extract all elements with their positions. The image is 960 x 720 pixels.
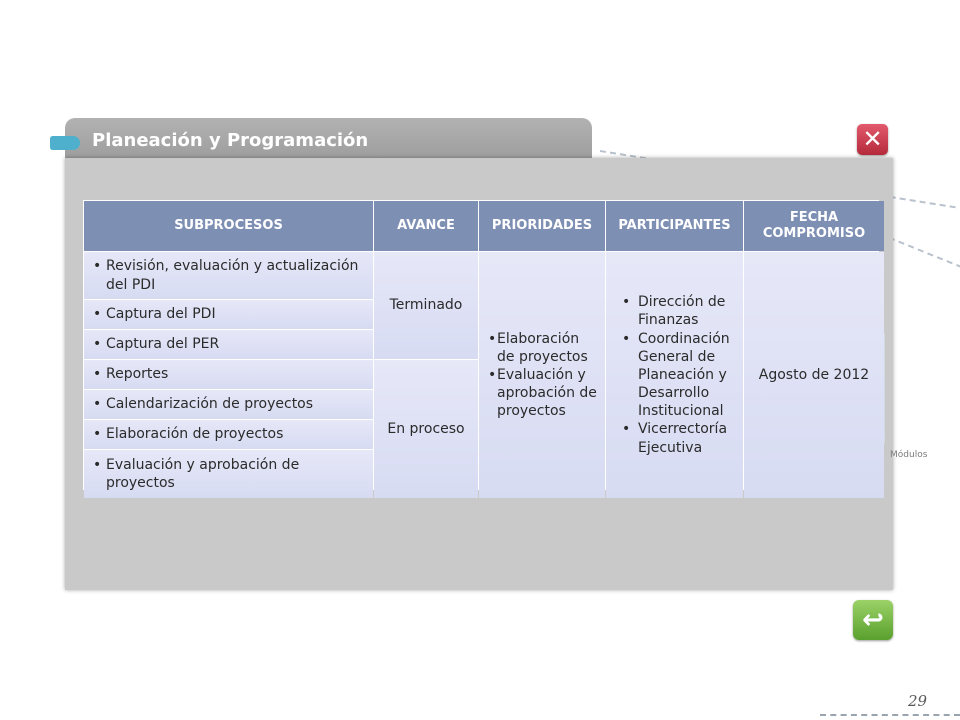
page-number: 29 — [908, 692, 928, 710]
table-row — [84, 252, 373, 299]
subproceso-item: • Evaluación y aprobación de proyectos — [92, 456, 365, 492]
participante-item: • Dirección de Finanzas — [614, 293, 735, 329]
prioridades-cell — [479, 252, 605, 498]
subproceso-item: • Reportes — [92, 365, 168, 383]
participante-item: • Coordinación General de Planeación y Desarrollo Institucional — [614, 330, 735, 421]
header-participantes: PARTICIPANTES — [606, 201, 743, 251]
participantes-cell — [606, 252, 743, 498]
prioridad-item: • Evaluación y aprobación de proyectos — [487, 366, 597, 421]
subprocesses-table — [83, 200, 879, 490]
table-row — [84, 360, 373, 389]
prioridad-item: • Elaboración de proyectos — [487, 330, 597, 366]
close-button[interactable] — [857, 124, 888, 155]
background-label: Módulos — [890, 450, 928, 460]
decorative-dashed-line — [820, 714, 960, 716]
subproceso-item: • Calendarización de proyectos — [92, 395, 313, 413]
page-title: Planeación y Programación — [92, 130, 369, 151]
table-row — [84, 300, 373, 329]
subproceso-item: • Revisión, evaluación y actualización del PDI — [92, 257, 365, 293]
title-marker-icon — [50, 136, 80, 150]
participante-item: • Vicerrectoría Ejecutiva — [614, 420, 735, 456]
return-icon: ↩ — [862, 605, 884, 635]
subproceso-item: • Captura del PDI — [92, 305, 216, 323]
table-row — [84, 330, 373, 359]
header-prioridades: PRIORIDADES — [479, 201, 605, 251]
close-icon: ✕ — [862, 125, 883, 153]
table-row — [84, 450, 373, 498]
header-avance: AVANCE — [374, 201, 478, 251]
table-row — [84, 420, 373, 449]
header-fecha-compromiso: FECHA COMPROMISO — [744, 201, 884, 251]
return-button[interactable] — [853, 600, 893, 640]
subproceso-item: • Elaboración de proyectos — [92, 425, 283, 443]
header-subprocesos: SUBPROCESOS — [84, 201, 373, 251]
subproceso-item: • Captura del PER — [92, 335, 219, 353]
fecha-compromiso-cell: Agosto de 2012 — [744, 252, 884, 498]
table-row — [84, 390, 373, 419]
avance-terminado: Terminado — [374, 252, 478, 359]
avance-en-proceso: En proceso — [374, 360, 478, 498]
